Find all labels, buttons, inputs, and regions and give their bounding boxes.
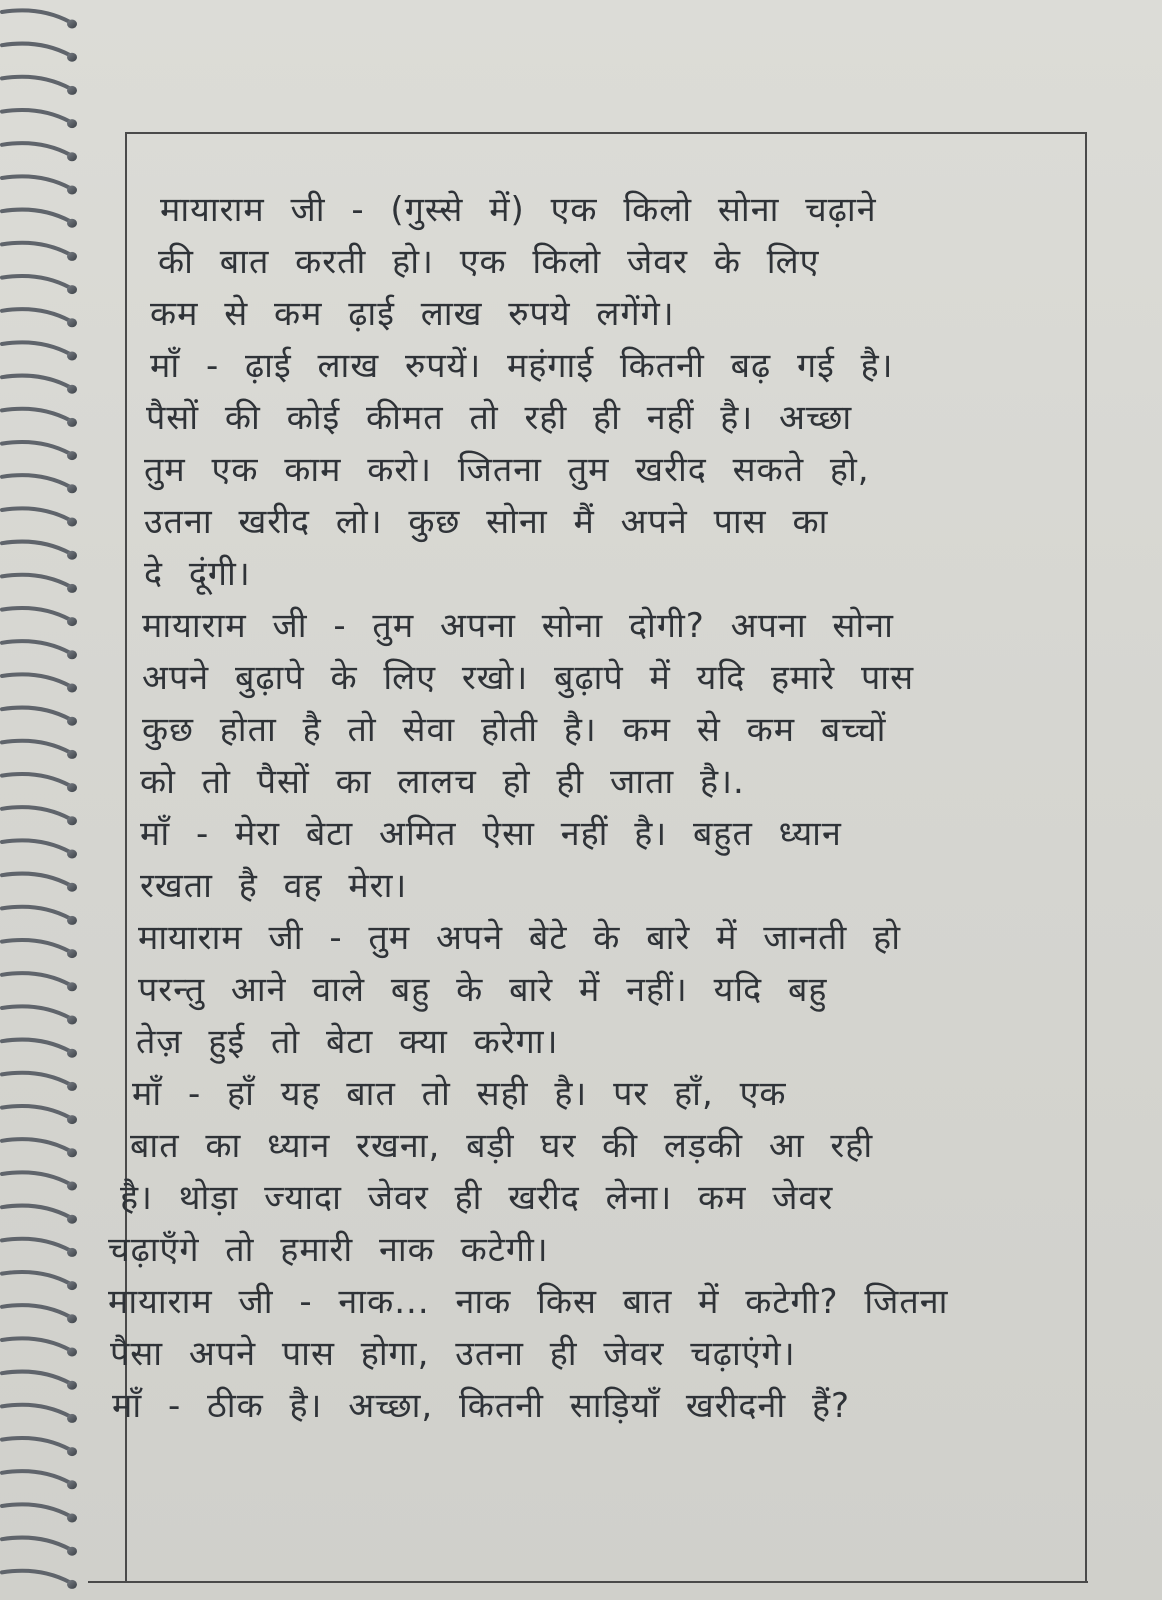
spiral-hole	[67, 1082, 77, 1091]
spiral-ring	[2, 940, 70, 952]
spiral-ring	[2, 1571, 70, 1583]
spiral-hole	[67, 750, 77, 759]
spiral-ring	[2, 442, 70, 454]
spiral-ring	[2, 1338, 70, 1350]
spiral-hole	[67, 352, 77, 361]
text-line-13: माँ - मेरा बेटा अमित ऐसा नहीं है। बहुत ध्यान	[140, 814, 842, 854]
spiral-ring	[2, 741, 70, 753]
spiral-hole	[67, 1580, 77, 1589]
text-line-4: माँ - ढ़ाई लाख रुपयें। महंगाई कितनी बढ़ गई है।	[150, 346, 894, 386]
spiral-ring	[2, 44, 70, 56]
spiral-ring	[2, 1172, 70, 1184]
spiral-ring	[2, 77, 70, 89]
spiral-ring	[2, 176, 70, 188]
spiral-hole	[67, 152, 77, 161]
spiral-ring	[2, 475, 70, 487]
spiral-hole	[67, 949, 77, 958]
text-line-11: कुछ होता है तो सेवा होती है। कम से कम बच्चों	[142, 710, 887, 750]
text-line-1: मायाराम जी - (गुस्से में) एक किलो सोना चढ़ाने	[160, 190, 877, 230]
spiral-hole	[67, 684, 77, 693]
spiral-hole	[67, 53, 77, 62]
spiral-ring	[2, 1504, 70, 1516]
spiral-hole	[67, 1148, 77, 1157]
spiral-hole	[67, 1182, 77, 1191]
spiral-hole	[67, 982, 77, 991]
spiral-ring	[2, 874, 70, 886]
spiral-ring	[2, 1206, 70, 1218]
spiral-hole	[67, 385, 77, 394]
spiral-ring	[2, 1538, 70, 1550]
text-line-23: पैसा अपने पास होगा, उतना ही जेवर चढ़ाएंगे।	[110, 1334, 796, 1374]
spiral-ring	[2, 542, 70, 554]
text-line-9: मायाराम जी - तुम अपना सोना दोगी? अपना सोना	[142, 606, 894, 646]
spiral-ring	[2, 1372, 70, 1384]
spiral-binding	[0, 0, 95, 1600]
spiral-ring	[2, 641, 70, 653]
spiral-hole	[67, 1447, 77, 1456]
spiral-hole	[67, 1348, 77, 1357]
text-line-19: बात का ध्यान रखना, बड़ी घर की लड़की आ रही	[130, 1126, 874, 1166]
spiral-ring	[2, 1438, 70, 1450]
text-line-16: परन्तु आने वाले बहु के बारे में नहीं। यदि बहु	[138, 970, 828, 1010]
spiral-ring	[2, 1139, 70, 1151]
spiral-hole	[67, 186, 77, 195]
text-line-2: की बात करती हो। एक किलो जेवर के लिए	[158, 242, 820, 282]
spiral-ring	[2, 1471, 70, 1483]
spiral-hole	[67, 850, 77, 859]
spiral-ring	[2, 1040, 70, 1052]
text-line-17: तेज़ हुई तो बेटा क्या करेगा।	[136, 1022, 559, 1062]
spiral-hole	[67, 883, 77, 892]
spiral-ring	[2, 575, 70, 587]
spiral-ring	[2, 376, 70, 388]
spiral-hole	[67, 451, 77, 460]
text-line-6: तुम एक काम करो। जितना तुम खरीद सकते हो,	[144, 450, 870, 490]
spiral-hole	[67, 1381, 77, 1390]
spiral-hole	[67, 650, 77, 659]
spiral-ring	[2, 276, 70, 288]
spiral-hole	[67, 285, 77, 294]
text-line-12: को तो पैसों का लालच हो ही जाता है।.	[140, 762, 745, 802]
spiral-hole	[67, 1414, 77, 1423]
spiral-ring	[2, 143, 70, 155]
spiral-ring	[2, 1006, 70, 1018]
text-line-14: रखता है वह मेरा।	[140, 866, 408, 906]
spiral-hole	[67, 418, 77, 427]
text-line-15: मायाराम जी - तुम अपने बेटे के बारे में जानती हो	[138, 918, 902, 958]
spiral-ring	[2, 1239, 70, 1251]
spiral-hole	[67, 1215, 77, 1224]
text-line-20: है। थोड़ा ज्यादा जेवर ही खरीद लेना। कम जेवर	[120, 1178, 834, 1218]
spiral-ring	[2, 774, 70, 786]
spiral-ring	[2, 1405, 70, 1417]
spiral-hole	[67, 518, 77, 527]
spiral-ring	[2, 10, 70, 22]
spiral-hole	[67, 86, 77, 95]
spiral-hole	[67, 1248, 77, 1257]
text-line-22: मायाराम जी - नाक... नाक किस बात में कटेगी? जितना	[108, 1282, 949, 1322]
spiral-ring	[2, 907, 70, 919]
spiral-ring	[2, 243, 70, 255]
spiral-hole	[67, 252, 77, 261]
spiral-ring	[2, 973, 70, 985]
spiral-hole	[67, 219, 77, 228]
spiral-ring	[2, 210, 70, 222]
spiral-hole	[67, 1514, 77, 1523]
spiral-hole	[67, 119, 77, 128]
spiral-ring	[2, 708, 70, 720]
spiral-hole	[67, 20, 77, 29]
text-line-3: कम से कम ढ़ाई लाख रुपये लगेंगे।	[150, 294, 675, 334]
spiral-hole	[67, 1115, 77, 1124]
spiral-ring	[2, 608, 70, 620]
spiral-ring	[2, 409, 70, 421]
text-line-7: उतना खरीद लो। कुछ सोना मैं अपने पास का	[144, 502, 829, 542]
spiral-hole	[67, 1480, 77, 1489]
spiral-ring	[2, 508, 70, 520]
text-line-10: अपने बुढ़ापे के लिए रखो। बुढ़ापे में यदि हमारे पास	[142, 658, 915, 698]
spiral-hole	[67, 584, 77, 593]
spiral-hole	[67, 551, 77, 560]
spiral-hole	[67, 1049, 77, 1058]
spiral-ring	[2, 342, 70, 354]
spiral-ring	[2, 840, 70, 852]
spiral-hole	[67, 1547, 77, 1556]
spiral-hole	[67, 617, 77, 626]
spiral-hole	[67, 816, 77, 825]
spiral-ring	[2, 309, 70, 321]
spiral-ring	[2, 1073, 70, 1085]
spiral-hole	[67, 484, 77, 493]
spiral-hole	[67, 1314, 77, 1323]
spiral-hole	[67, 1281, 77, 1290]
text-line-24: माँ - ठीक है। अच्छा, कितनी साड़ियाँ खरीदनी हैं?	[112, 1386, 851, 1426]
spiral-ring	[2, 1106, 70, 1118]
spiral-hole	[67, 916, 77, 925]
spiral-ring	[2, 1272, 70, 1284]
spiral-hole	[67, 1016, 77, 1025]
text-line-5: पैसों की कोई कीमत तो रही ही नहीं है। अच्छा	[146, 398, 853, 438]
spiral-ring	[2, 110, 70, 122]
spiral-ring	[2, 807, 70, 819]
page-bottom-line	[88, 1581, 1088, 1583]
spiral-hole	[67, 717, 77, 726]
text-line-8: दे दूंगी।	[144, 554, 251, 594]
spiral-ring	[2, 674, 70, 686]
spiral-hole	[67, 783, 77, 792]
spiral-hole	[67, 318, 77, 327]
spiral-ring	[2, 1305, 70, 1317]
text-line-18: माँ - हाँ यह बात तो सही है। पर हाँ, एक	[132, 1074, 787, 1114]
text-line-21: चढ़ाएँगे तो हमारी नाक कटेगी।	[108, 1230, 549, 1270]
